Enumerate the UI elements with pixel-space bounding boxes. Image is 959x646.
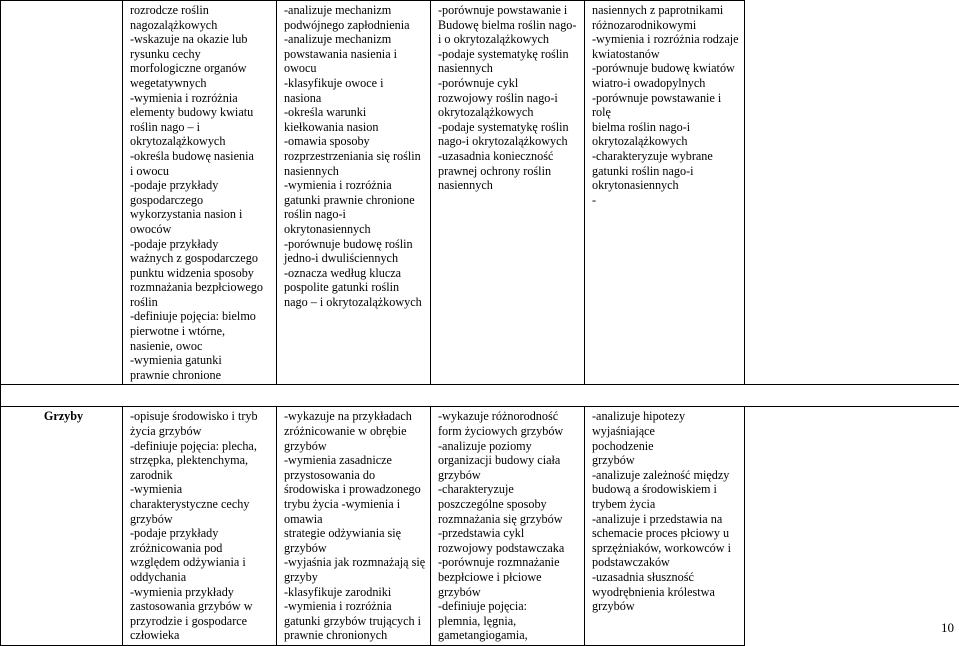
table-row-spacer xyxy=(1,385,959,407)
table-cell: rozrodcze roślin nagozalążkowych -wskazuje na okazie lub rysunku cechy morfologiczne organów wegetatywnych -wymienia i rozróżnia elementy budowy kwiatu roślin nago – i okrytozalążkowych -określa budowę nasienia i owocu -podaje przykłady gospodarczego wykorzystania nasion i owoców -podaje przykłady ważnych z gospodarczego punktu widzenia sposoby rozmnażania bezpłciowego roślin -definiuje pojęcia: bielmo pierwotne i wtórne, nasienie, owoc -wymienia gatunki prawnie chronione xyxy=(123,1,277,385)
row-spacer xyxy=(1,385,959,407)
table-cell: -wykazuje na przykładach zróżnicowanie w obrębie grzybów -wymienia zasadnicze przystosowania do środowiska i prowadzonego trybu życia -wymienia i omawia strategie odżywiania się grzybów -wyjaśnia jak rozmnażają się grzyby -klasyfikuje zarodniki -wymienia i rozróżnia gatunki grzybów trujących i prawnie chronionych xyxy=(277,407,431,646)
table-cell: -analizuje mechanizm podwójnego zapłodnienia -analizuje mechanizm powstawania nasienia i owocu -klasyfikuje owoce i nasiona -określa warunki kiełkowania nasion -omawia sposoby rozprzestrzeniania się roślin nasiennych -wymienia i rozróżnia gatunki prawnie chronione roślin nago-i okrytonasiennych -porównuje budowę roślin jedno-i dwuliściennych -oznacza według klucza pospolite gatunki roślin nago – i okrytozalążkowych xyxy=(277,1,431,385)
table-row xyxy=(1,1,959,385)
table-cell: -opisuje środowisko i tryb życia grzybów -definiuje pojęcia: plecha, strzępka, plektenchyma, zarodnik -wymienia charakterystyczne cechy grzybów -podaje przykłady zróżnicowania pod względem odżywiania i oddychania -wymienia przykłady zastosowania grzybów w przyrodzie i gospodarce człowieka xyxy=(123,407,277,646)
table-cell: -analizuje hipotezy wyjaśniające pochodzenie grzybów -analizuje zależność między budową a środowiskiem i trybem życia -analizuje i przedstawia na schemacie proces płciowy u sprzężniaków, workowców i podstawczaków -uzasadnia słuszność wyodrębnienia królestwa grzybów xyxy=(585,407,745,646)
row-label: Grzyby xyxy=(1,407,123,646)
table-cell: nasiennych z paprotnikami różnozarodnikowymi -wymienia i rozróżnia rodzaje kwiatostanów -porównuje budowę kwiatów wiatro-i owadopylnych -porównuje powstawanie i rolę bielma roślin nago-i okrytozalążkowych -charakteryzuje wybrane gatunki roślin nago-i okrytonasiennych - xyxy=(585,1,745,385)
table-row xyxy=(1,407,959,646)
table-cell: -porównuje powstawanie i Budowę bielma roślin nago- i o okrytozalążkowych -podaje systematykę roślin nasiennych -porównuje cykl rozwojowy roślin nago-i okrytozalążkowych -podaje systematykę roślin nago-i okrytozalążkowych -uzasadnia konieczność prawnej ochrony roślin nasiennych xyxy=(431,1,585,385)
page-number: 10 xyxy=(941,620,954,636)
table-cell: -wykazuje różnorodność form życiowych grzybów -analizuje poziomy organizacji budowy ciała grzybów -charakteryzuje poszczególne sposoby rozmnażania się grzybów -przedstawia cykl rozwojowy podstawczaka -porównuje rozmnażanie bezpłciowe i płciowe grzybów -definiuje pojęcia: plemnia, lęgnia, gametangiogamia, xyxy=(431,407,585,646)
row-label xyxy=(1,1,123,385)
